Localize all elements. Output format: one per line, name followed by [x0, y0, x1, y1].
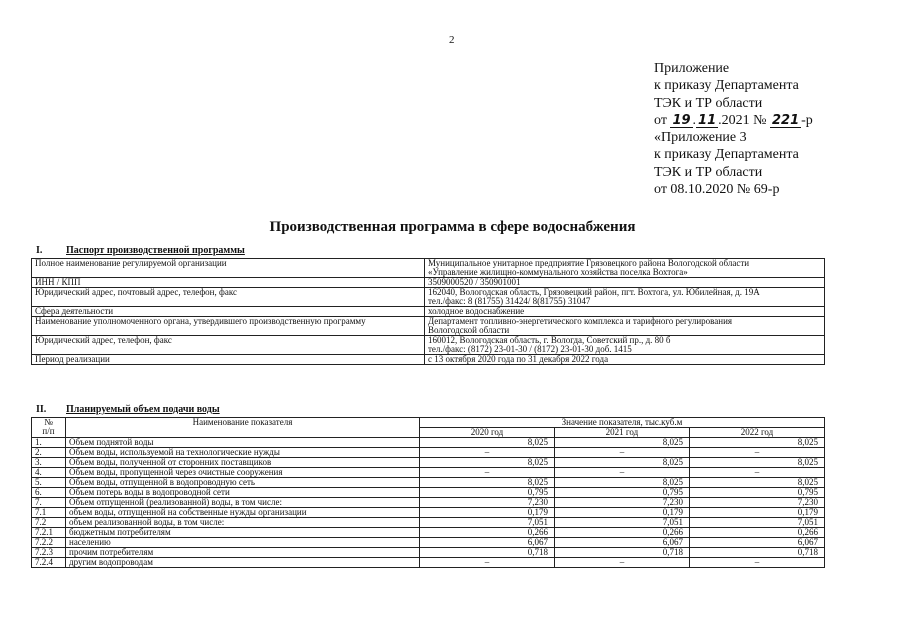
- indicator-value: –: [689, 558, 824, 568]
- indicator-name: Объем воды, отпущенной в водопроводную сеть: [66, 478, 420, 488]
- header-name: Наименование показателя: [66, 418, 420, 438]
- date-prefix: от: [654, 112, 667, 128]
- table-row: [32, 278, 825, 288]
- indicator-value: 7,230: [689, 498, 824, 508]
- passport-key: Полное наименование регулируемой организации: [32, 259, 425, 278]
- header-year: 2022 год: [689, 428, 824, 438]
- indicator-value: 6,067: [689, 538, 824, 548]
- row-number: 5.: [32, 478, 66, 488]
- passport-value-line: «Управление жилищно-коммунального хозяйства поселка Вохтога»: [428, 267, 688, 277]
- indicator-value: 8,025: [420, 458, 555, 468]
- appendix-line: от 08.10.2020 № 69-р: [654, 182, 780, 198]
- section-number: II.: [36, 404, 47, 415]
- passport-value: [425, 278, 825, 288]
- indicator-name: Объем воды, пропущенной через очистные сооружения: [66, 468, 420, 478]
- row-number: 1.: [32, 438, 66, 448]
- indicator-name: населению: [66, 538, 420, 548]
- indicator-value: 8,025: [689, 478, 824, 488]
- table-row: [32, 317, 825, 336]
- table-header-row: [32, 418, 825, 428]
- row-number: 7.1: [32, 508, 66, 518]
- passport-key: Наименование уполномоченного органа, утвердившего производственную программу: [32, 317, 425, 336]
- row-number: 4.: [32, 468, 66, 478]
- passport-value-line: 160012, Вологодская область, г. Вологда, Советский пр., д. 80 б: [428, 335, 671, 345]
- table-row: [32, 355, 825, 365]
- row-number: 2.: [32, 448, 66, 458]
- indicator-value: 8,025: [420, 478, 555, 488]
- water-volume-table: [31, 417, 825, 568]
- indicator-name: Объем воды, используемой на технологические нужды: [66, 448, 420, 458]
- indicator-value: 7,051: [554, 518, 689, 528]
- passport-value-line: холодное водоснабжение: [428, 306, 525, 316]
- table-row: [32, 336, 825, 355]
- appendix-line: к приказу Департамента: [654, 147, 799, 163]
- passport-value-line: 3509000520 / 350901001: [428, 277, 521, 287]
- passport-key: Юридический адрес, телефон, факс: [32, 336, 425, 355]
- indicator-name: объем воды, отпущенной на собственные нужды организации: [66, 508, 420, 518]
- passport-value: [425, 355, 825, 365]
- header-num: [32, 418, 66, 438]
- section-number: I.: [36, 245, 43, 256]
- header-value: Значение показателя, тыс.куб.м: [420, 418, 825, 428]
- passport-value-line: тел./факс: 8 (81755) 31424/ 8(81755) 31047: [428, 296, 591, 306]
- table-row: [32, 458, 825, 468]
- row-number: 7.2.3: [32, 548, 66, 558]
- indicator-value: –: [420, 558, 555, 568]
- appendix-line: ТЭК и ТР области: [654, 164, 763, 180]
- passport-value-line: Вологодской области: [428, 325, 510, 335]
- indicator-value: 0,795: [689, 488, 824, 498]
- indicator-value: 0,718: [420, 548, 555, 558]
- indicator-name: Объем поднятой воды: [66, 438, 420, 448]
- indicator-value: 7,230: [420, 498, 555, 508]
- indicator-value: 0,718: [689, 548, 824, 558]
- table-row: [32, 259, 825, 278]
- row-number: 7.2.2: [32, 538, 66, 548]
- indicator-value: 8,025: [554, 478, 689, 488]
- indicator-value: 8,025: [554, 438, 689, 448]
- order-suffix: -р: [801, 112, 813, 128]
- handwritten-day: 19: [672, 112, 691, 128]
- table-row: [32, 508, 825, 518]
- passport-value-line: 162040, Вологодская область, Грязовецкий район, пгт. Вохтога, ул. Юбилейная, д. 19А: [428, 287, 760, 297]
- indicator-value: 7,051: [689, 518, 824, 528]
- indicator-name: объем реализованной воды, в том числе:: [66, 518, 420, 528]
- indicator-value: –: [554, 558, 689, 568]
- indicator-name: прочим потребителям: [66, 548, 420, 558]
- table-row: [32, 468, 825, 478]
- passport-key: Юридический адрес, почтовый адрес, телефон, факс: [32, 288, 425, 307]
- section-label: Планируемый объем подачи воды: [66, 404, 220, 415]
- indicator-value: –: [420, 468, 555, 478]
- indicator-value: 8,025: [689, 458, 824, 468]
- indicator-value: 0,266: [554, 528, 689, 538]
- table-row: [32, 528, 825, 538]
- passport-value-line: с 13 октября 2020 года по 31 декабря 2022 года: [428, 354, 609, 364]
- indicator-name: бюджетным потребителям: [66, 528, 420, 538]
- passport-value-line: Департамент топливно-энергетического комплекса и тарифного регулирования: [428, 316, 733, 326]
- table-row: [32, 538, 825, 548]
- indicator-value: 0,795: [420, 488, 555, 498]
- appendix-date-line: от 19 . 11 .2021 № 221 -р: [654, 112, 813, 128]
- indicator-value: –: [420, 448, 555, 458]
- row-number: 3.: [32, 458, 66, 468]
- header-num-line: №: [44, 417, 53, 427]
- indicator-value: 0,179: [689, 508, 824, 518]
- indicator-value: –: [554, 468, 689, 478]
- appendix-line: к приказу Департамента: [654, 78, 799, 94]
- indicator-value: –: [689, 468, 824, 478]
- handwritten-month: 11: [698, 112, 717, 128]
- row-number: 7.: [32, 498, 66, 508]
- table-row: [32, 548, 825, 558]
- indicator-value: 8,025: [689, 438, 824, 448]
- indicator-value: 7,051: [420, 518, 555, 528]
- indicator-value: 0,718: [554, 548, 689, 558]
- indicator-name: Объем потерь воды в водопроводной сети: [66, 488, 420, 498]
- row-number: 7.2: [32, 518, 66, 528]
- passport-key: ИНН / КПП: [32, 278, 425, 288]
- appendix-line: ТЭК и ТР области: [654, 95, 763, 111]
- table-row: [32, 518, 825, 528]
- indicator-value: 7,230: [554, 498, 689, 508]
- passport-value: [425, 317, 825, 336]
- handwritten-order-number: 221: [771, 112, 800, 128]
- passport-value: [425, 259, 825, 278]
- section-1-heading: [36, 245, 245, 256]
- date-year: .2021 №: [718, 112, 767, 128]
- indicator-value: 0,179: [420, 508, 555, 518]
- header-num-line: п/п: [42, 426, 55, 436]
- passport-key: Период реализации: [32, 355, 425, 365]
- passport-value: [425, 336, 825, 355]
- indicator-value: 0,266: [689, 528, 824, 538]
- indicator-value: –: [689, 448, 824, 458]
- indicator-value: 8,025: [554, 458, 689, 468]
- passport-table: [31, 258, 825, 365]
- header-year: 2020 год: [420, 428, 555, 438]
- indicator-value: 0,179: [554, 508, 689, 518]
- section-label: Паспорт производственной программы: [66, 245, 245, 256]
- indicator-value: 0,266: [420, 528, 555, 538]
- row-number: 7.2.1: [32, 528, 66, 538]
- indicator-name: Объем воды, полученной от сторонних поставщиков: [66, 458, 420, 468]
- table-row: [32, 307, 825, 317]
- indicator-name: другим водопроводам: [66, 558, 420, 568]
- passport-value: [425, 288, 825, 307]
- section-2-heading: [36, 404, 220, 415]
- row-number: 6.: [32, 488, 66, 498]
- table-row: [32, 288, 825, 307]
- table-row: [32, 498, 825, 508]
- indicator-value: 6,067: [554, 538, 689, 548]
- appendix-block: [654, 60, 813, 198]
- indicator-value: 8,025: [420, 438, 555, 448]
- appendix-line: «Приложение 3: [654, 130, 747, 146]
- row-number: 7.2.4: [32, 558, 66, 568]
- document-title: Производственная программа в сфере водоснабжения: [269, 219, 636, 235]
- indicator-name: Объем отпущенной (реализованной) воды, в том числе:: [66, 498, 420, 508]
- table-row: [32, 478, 825, 488]
- passport-key: Сфера деятельности: [32, 307, 425, 317]
- table-row: [32, 438, 825, 448]
- table-row: [32, 488, 825, 498]
- indicator-value: 6,067: [420, 538, 555, 548]
- indicator-value: 0,795: [554, 488, 689, 498]
- appendix-line: Приложение: [654, 61, 730, 76]
- table-row: [32, 558, 825, 568]
- passport-value-line: тел./факс: (8172) 23-01-30 / (8172) 23-01-30 доб. 1415: [428, 344, 632, 354]
- header-year: 2021 год: [554, 428, 689, 438]
- passport-value-line: Муниципальное унитарное предприятие Грязовецкого района Вологодской области: [428, 258, 750, 268]
- page-number: 2: [449, 34, 455, 46]
- indicator-value: –: [554, 448, 689, 458]
- table-row: [32, 448, 825, 458]
- passport-value: [425, 307, 825, 317]
